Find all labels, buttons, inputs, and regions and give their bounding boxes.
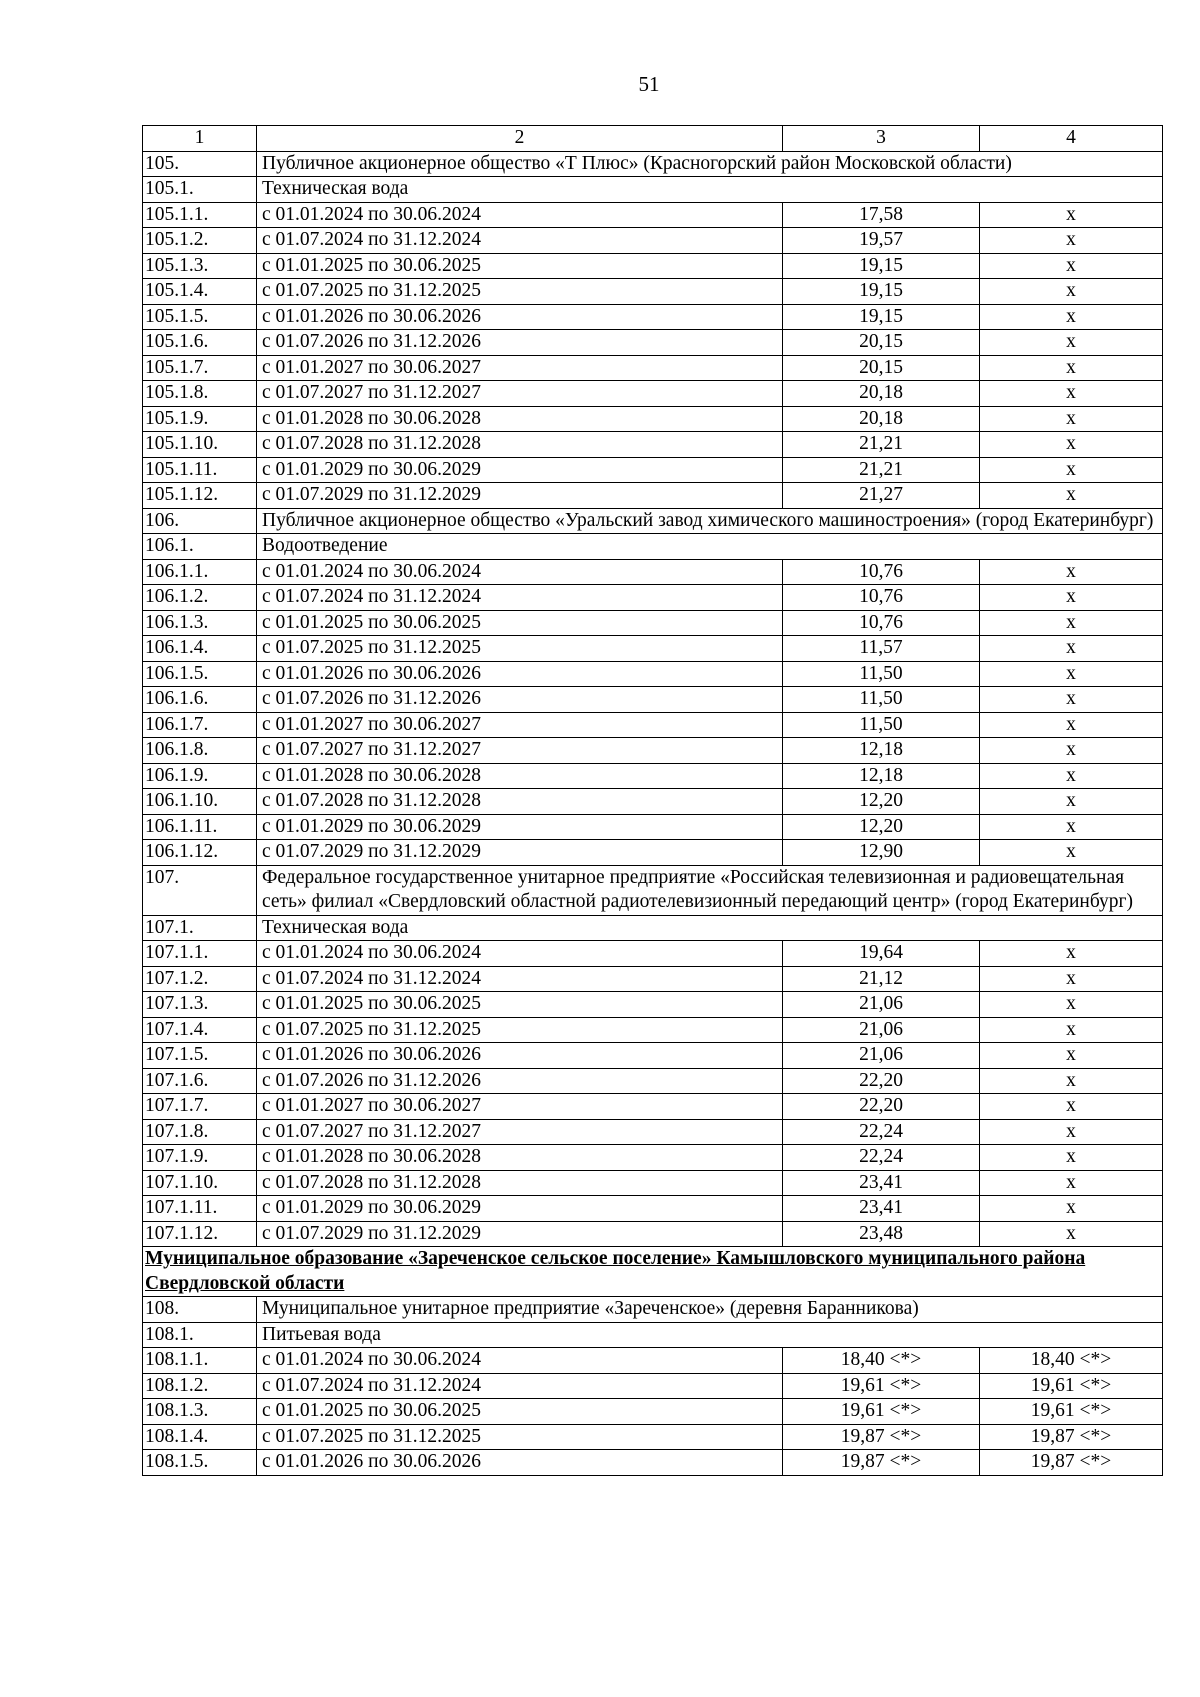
value-col3: 22,24	[783, 1119, 980, 1145]
value-col3: 20,18	[783, 406, 980, 432]
row-number: 105.1.6.	[143, 330, 257, 356]
tariff-row	[143, 1450, 1163, 1476]
tariff-row	[143, 1399, 1163, 1425]
period-cell: с 01.01.2026 по 30.06.2026	[257, 661, 783, 687]
value-col3: 21,21	[783, 432, 980, 458]
period-cell: с 01.07.2027 по 31.12.2027	[257, 381, 783, 407]
tariff-row	[143, 330, 1163, 356]
period-cell: с 01.07.2025 по 31.12.2025	[257, 1017, 783, 1043]
period-cell: с 01.07.2029 по 31.12.2029	[257, 483, 783, 509]
tariff-row	[143, 1043, 1163, 1069]
period-cell: с 01.07.2025 по 31.12.2025	[257, 636, 783, 662]
period-cell: с 01.07.2028 по 31.12.2028	[257, 432, 783, 458]
row-number: 106.	[143, 508, 257, 534]
period-cell: с 01.01.2024 по 30.06.2024	[257, 559, 783, 585]
value-col4: x	[980, 304, 1163, 330]
period-cell: с 01.01.2027 по 30.06.2027	[257, 1094, 783, 1120]
value-col3: 11,57	[783, 636, 980, 662]
value-col4: x	[980, 457, 1163, 483]
period-cell: с 01.07.2024 по 31.12.2024	[257, 966, 783, 992]
period-cell: с 01.01.2025 по 30.06.2025	[257, 992, 783, 1018]
tariff-row	[143, 1373, 1163, 1399]
value-col3: 19,57	[783, 228, 980, 254]
value-col3: 19,61 <*>	[783, 1399, 980, 1425]
row-number: 105.1.2.	[143, 228, 257, 254]
period-cell: с 01.01.2026 по 30.06.2026	[257, 1043, 783, 1069]
tariff-row	[143, 1145, 1163, 1171]
value-col3: 20,15	[783, 330, 980, 356]
value-col4: x	[980, 355, 1163, 381]
row-number: 108.	[143, 1297, 257, 1323]
value-col3: 21,06	[783, 992, 980, 1018]
value-col4: x	[980, 1068, 1163, 1094]
value-col4: x	[980, 610, 1163, 636]
value-col4: x	[980, 559, 1163, 585]
value-col4: 19,61 <*>	[980, 1373, 1163, 1399]
tariff-row	[143, 636, 1163, 662]
value-col4: x	[980, 228, 1163, 254]
period-cell: с 01.01.2027 по 30.06.2027	[257, 712, 783, 738]
row-number: 105.1.1.	[143, 202, 257, 228]
row-number: 107.1.11.	[143, 1196, 257, 1222]
period-cell: с 01.07.2029 по 31.12.2029	[257, 1221, 783, 1247]
period-cell: с 01.01.2025 по 30.06.2025	[257, 610, 783, 636]
period-cell: с 01.01.2029 по 30.06.2029	[257, 1196, 783, 1222]
value-col3: 19,15	[783, 304, 980, 330]
row-number: 105.1.12.	[143, 483, 257, 509]
value-col4: x	[980, 1043, 1163, 1069]
column-header-1: 1	[143, 126, 257, 152]
value-col4: x	[980, 763, 1163, 789]
value-col4: x	[980, 1094, 1163, 1120]
value-col4: x	[980, 636, 1163, 662]
row-number: 106.1.10.	[143, 789, 257, 815]
service-row	[143, 915, 1163, 941]
municipality-title: Муниципальное образование «Зареченское сельское поселение» Камышловского муниципального района Свердловской области	[143, 1247, 1163, 1297]
row-number: 105.	[143, 151, 257, 177]
row-number: 106.1.8.	[143, 738, 257, 764]
value-col3: 19,15	[783, 279, 980, 305]
service-name: Техническая вода	[257, 177, 1163, 203]
row-number: 105.1.3.	[143, 253, 257, 279]
period-cell: с 01.07.2024 по 31.12.2024	[257, 228, 783, 254]
row-number: 108.1.5.	[143, 1450, 257, 1476]
tariff-row	[143, 789, 1163, 815]
row-number: 107.1.8.	[143, 1119, 257, 1145]
value-col3: 19,87 <*>	[783, 1424, 980, 1450]
value-col4: 18,40 <*>	[980, 1348, 1163, 1374]
value-col3: 23,41	[783, 1170, 980, 1196]
period-cell: с 01.01.2026 по 30.06.2026	[257, 1450, 783, 1476]
row-number: 107.1.6.	[143, 1068, 257, 1094]
row-number: 105.1.9.	[143, 406, 257, 432]
value-col4: x	[980, 789, 1163, 815]
row-number: 107.1.9.	[143, 1145, 257, 1171]
row-number: 106.1.	[143, 534, 257, 560]
period-cell: с 01.07.2026 по 31.12.2026	[257, 687, 783, 713]
value-col4: x	[980, 1119, 1163, 1145]
tariff-row	[143, 1017, 1163, 1043]
row-number: 105.1.10.	[143, 432, 257, 458]
municipality-row	[143, 1247, 1163, 1297]
value-col3: 19,64	[783, 941, 980, 967]
row-number: 108.1.	[143, 1322, 257, 1348]
period-cell: с 01.01.2024 по 30.06.2024	[257, 1348, 783, 1374]
value-col4: x	[980, 406, 1163, 432]
tariff-row	[143, 763, 1163, 789]
row-number: 105.1.5.	[143, 304, 257, 330]
tariff-row	[143, 483, 1163, 509]
period-cell: с 01.01.2029 по 30.06.2029	[257, 457, 783, 483]
value-col4: x	[980, 941, 1163, 967]
row-number: 107.1.	[143, 915, 257, 941]
tariff-row	[143, 1196, 1163, 1222]
value-col4: x	[980, 202, 1163, 228]
value-col4: 19,61 <*>	[980, 1399, 1163, 1425]
service-row	[143, 534, 1163, 560]
value-col4: x	[980, 1221, 1163, 1247]
page-number: 51	[638, 72, 660, 96]
period-cell: с 01.01.2028 по 30.06.2028	[257, 1145, 783, 1171]
row-number: 106.1.7.	[143, 712, 257, 738]
tariff-row	[143, 432, 1163, 458]
period-cell: с 01.01.2027 по 30.06.2027	[257, 355, 783, 381]
row-number: 106.1.3.	[143, 610, 257, 636]
value-col3: 21,12	[783, 966, 980, 992]
value-col3: 17,58	[783, 202, 980, 228]
value-col4: x	[980, 840, 1163, 866]
row-number: 105.1.8.	[143, 381, 257, 407]
tariff-row	[143, 712, 1163, 738]
tariff-row	[143, 1094, 1163, 1120]
value-col4: x	[980, 966, 1163, 992]
row-number: 108.1.3.	[143, 1399, 257, 1425]
period-cell: с 01.07.2028 по 31.12.2028	[257, 1170, 783, 1196]
organization-name: Федеральное государственное унитарное предприятие «Российская телевизионная и радиовещательная сеть» филиал «Свердловский областной радиотелевизионный передающий центр» (город Екатеринбург)	[257, 865, 1163, 915]
row-number: 108.1.2.	[143, 1373, 257, 1399]
organization-row	[143, 508, 1163, 534]
period-cell: с 01.07.2027 по 31.12.2027	[257, 1119, 783, 1145]
period-cell: с 01.07.2024 по 31.12.2024	[257, 1373, 783, 1399]
period-cell: с 01.07.2024 по 31.12.2024	[257, 585, 783, 611]
period-cell: с 01.01.2025 по 30.06.2025	[257, 1399, 783, 1425]
tariff-row	[143, 355, 1163, 381]
value-col3: 21,21	[783, 457, 980, 483]
value-col4: x	[980, 483, 1163, 509]
value-col4: x	[980, 1017, 1163, 1043]
period-cell: с 01.01.2024 по 30.06.2024	[257, 941, 783, 967]
organization-name: Публичное акционерное общество «Т Плюс» (Красногорский район Московской области)	[257, 151, 1163, 177]
table-header-row	[143, 126, 1163, 152]
value-col3: 11,50	[783, 661, 980, 687]
value-col3: 11,50	[783, 687, 980, 713]
value-col3: 19,61 <*>	[783, 1373, 980, 1399]
value-col3: 10,76	[783, 559, 980, 585]
row-number: 108.1.4.	[143, 1424, 257, 1450]
value-col3: 23,41	[783, 1196, 980, 1222]
row-number: 106.1.1.	[143, 559, 257, 585]
value-col4: x	[980, 253, 1163, 279]
value-col4: x	[980, 814, 1163, 840]
organization-row	[143, 1297, 1163, 1323]
row-number: 106.1.2.	[143, 585, 257, 611]
period-cell: с 01.07.2028 по 31.12.2028	[257, 789, 783, 815]
value-col4: 19,87 <*>	[980, 1450, 1163, 1476]
period-cell: с 01.01.2025 по 30.06.2025	[257, 253, 783, 279]
row-number: 105.1.11.	[143, 457, 257, 483]
period-cell: с 01.01.2029 по 30.06.2029	[257, 814, 783, 840]
tariff-row	[143, 559, 1163, 585]
value-col4: x	[980, 279, 1163, 305]
table-body	[143, 151, 1163, 1475]
row-number: 107.1.1.	[143, 941, 257, 967]
period-cell: с 01.01.2024 по 30.06.2024	[257, 202, 783, 228]
tariff-row	[143, 406, 1163, 432]
value-col4: x	[980, 381, 1163, 407]
period-cell: с 01.07.2029 по 31.12.2029	[257, 840, 783, 866]
tariff-row	[143, 202, 1163, 228]
service-name: Техническая вода	[257, 915, 1163, 941]
tariff-row	[143, 610, 1163, 636]
value-col4: x	[980, 661, 1163, 687]
value-col3: 12,18	[783, 738, 980, 764]
value-col3: 12,18	[783, 763, 980, 789]
row-number: 107.	[143, 865, 257, 915]
value-col3: 22,20	[783, 1068, 980, 1094]
value-col3: 20,15	[783, 355, 980, 381]
value-col3: 12,20	[783, 789, 980, 815]
value-col4: x	[980, 738, 1163, 764]
row-number: 106.1.11.	[143, 814, 257, 840]
tariff-row	[143, 992, 1163, 1018]
value-col3: 22,20	[783, 1094, 980, 1120]
value-col3: 11,50	[783, 712, 980, 738]
period-cell: с 01.07.2025 по 31.12.2025	[257, 1424, 783, 1450]
tariff-row	[143, 1424, 1163, 1450]
row-number: 106.1.5.	[143, 661, 257, 687]
value-col3: 21,27	[783, 483, 980, 509]
tariff-row	[143, 228, 1163, 254]
row-number: 107.1.12.	[143, 1221, 257, 1247]
tariff-row	[143, 738, 1163, 764]
value-col4: x	[980, 585, 1163, 611]
value-col4: x	[980, 330, 1163, 356]
row-number: 107.1.2.	[143, 966, 257, 992]
value-col3: 19,15	[783, 253, 980, 279]
row-number: 105.1.7.	[143, 355, 257, 381]
row-number: 105.1.4.	[143, 279, 257, 305]
row-number: 107.1.5.	[143, 1043, 257, 1069]
tariff-row	[143, 1348, 1163, 1374]
row-number: 106.1.12.	[143, 840, 257, 866]
organization-row	[143, 151, 1163, 177]
tariff-row	[143, 687, 1163, 713]
value-col3: 19,87 <*>	[783, 1450, 980, 1476]
value-col3: 10,76	[783, 610, 980, 636]
value-col3: 20,18	[783, 381, 980, 407]
value-col4: x	[980, 687, 1163, 713]
row-number: 106.1.6.	[143, 687, 257, 713]
period-cell: с 01.01.2028 по 30.06.2028	[257, 406, 783, 432]
value-col4: x	[980, 712, 1163, 738]
period-cell: с 01.01.2026 по 30.06.2026	[257, 304, 783, 330]
service-name: Питьевая вода	[257, 1322, 1163, 1348]
tariff-row	[143, 585, 1163, 611]
value-col3: 22,24	[783, 1145, 980, 1171]
tariff-row	[143, 381, 1163, 407]
value-col4: x	[980, 432, 1163, 458]
row-number: 107.1.7.	[143, 1094, 257, 1120]
value-col3: 12,20	[783, 814, 980, 840]
tariff-row	[143, 304, 1163, 330]
value-col3: 10,76	[783, 585, 980, 611]
value-col3: 12,90	[783, 840, 980, 866]
row-number: 106.1.4.	[143, 636, 257, 662]
period-cell: с 01.01.2028 по 30.06.2028	[257, 763, 783, 789]
row-number: 107.1.3.	[143, 992, 257, 1018]
organization-row	[143, 865, 1163, 915]
row-number: 105.1.	[143, 177, 257, 203]
tariff-row	[143, 279, 1163, 305]
row-number: 107.1.4.	[143, 1017, 257, 1043]
value-col3: 23,48	[783, 1221, 980, 1247]
tariff-row	[143, 1119, 1163, 1145]
tariff-row	[143, 814, 1163, 840]
tariff-row	[143, 253, 1163, 279]
tariff-row	[143, 1170, 1163, 1196]
value-col4: x	[980, 1145, 1163, 1171]
row-number: 108.1.1.	[143, 1348, 257, 1374]
period-cell: с 01.07.2025 по 31.12.2025	[257, 279, 783, 305]
organization-name: Муниципальное унитарное предприятие «Зареченское» (деревня Баранникова)	[257, 1297, 1163, 1323]
value-col4: x	[980, 1170, 1163, 1196]
tariff-row	[143, 661, 1163, 687]
tariff-row	[143, 966, 1163, 992]
service-name: Водоотведение	[257, 534, 1163, 560]
service-row	[143, 177, 1163, 203]
row-number: 106.1.9.	[143, 763, 257, 789]
tariff-row	[143, 840, 1163, 866]
tariff-row	[143, 457, 1163, 483]
column-header-2: 2	[257, 126, 783, 152]
value-col3: 21,06	[783, 1043, 980, 1069]
value-col3: 21,06	[783, 1017, 980, 1043]
value-col4: 19,87 <*>	[980, 1424, 1163, 1450]
service-row	[143, 1322, 1163, 1348]
tariff-row	[143, 1068, 1163, 1094]
period-cell: с 01.07.2027 по 31.12.2027	[257, 738, 783, 764]
tariff-table	[142, 125, 1163, 1476]
tariff-row	[143, 941, 1163, 967]
column-header-4: 4	[980, 126, 1163, 152]
row-number: 107.1.10.	[143, 1170, 257, 1196]
value-col3: 18,40 <*>	[783, 1348, 980, 1374]
column-header-3: 3	[783, 126, 980, 152]
organization-name: Публичное акционерное общество «Уральский завод химического машиностроения» (город Екатеринбург)	[257, 508, 1163, 534]
tariff-row	[143, 1221, 1163, 1247]
period-cell: с 01.07.2026 по 31.12.2026	[257, 1068, 783, 1094]
period-cell: с 01.07.2026 по 31.12.2026	[257, 330, 783, 356]
value-col4: x	[980, 992, 1163, 1018]
value-col4: x	[980, 1196, 1163, 1222]
